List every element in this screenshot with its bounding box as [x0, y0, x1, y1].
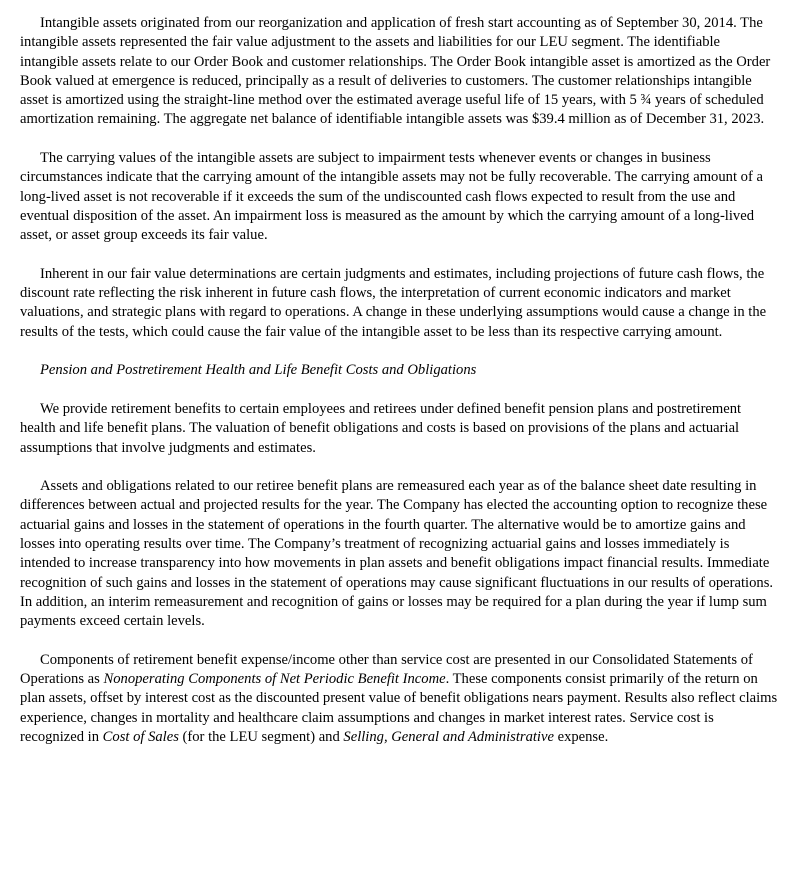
paragraph-fair-value-judgments: Inherent in our fair value determinations are certain judgments and estimates, including projections of future cash flows, the discount rate reflecting the risk inherent in future cash flows, the interpretation of current economic indicators and market valuations, and strategic plans with regard to operations. A change in these underlying assumptions would cause a change in the results of the tests, which could cause the fair value of the intangible asset to be less than its respective carrying amount. [20, 265, 767, 340]
text-run: expense. [553, 728, 609, 745]
section-heading-pension: Pension and Postretirement Health and Life Benefit Costs and Obligations [40, 362, 477, 379]
text-run: Components of retirement benefit expense/income other than service cost are presented in our Consolidated Statements of Operations as [20, 651, 753, 688]
italic-term-sga: Selling, General and Administrative [343, 728, 554, 745]
paragraph-intangible-assets: Intangible assets originated from our reorganization and application of fresh start accounting as of September 30, 2014. The intangible assets represented the fair value adjustment to the assets and liabilities for our LEU segment. The identifiable intangible assets relate to our Order Book and customer relationships. The Order Book intangible asset is amortized as the Order Book valued at emergence is reduced, principally as a result of deliveries to customers. The customer relationships intangible asset is amortized using the straight-line method over the estimated average useful life of 15 years, with 5 ¾ years of scheduled amortization remaining. The aggregate net balance of identifiable intangible assets was $39.4 million as of December 31, 2023. [20, 15, 771, 128]
document-body [20, 14, 780, 767]
paragraph-impairment-tests: The carrying values of the intangible assets are subject to impairment tests whenever events or changes in business circumstances indicate that the carrying amount of the intangible assets may not be fully recoverable. The carrying amount of a long-lived asset is not recoverable if it exceeds the sum of the undiscounted cash flows expected to result from the use and eventual disposition of the asset. An impairment loss is measured as the amount by which the carrying amount of a long-lived asset, or asset group exceeds its fair value. [20, 150, 763, 244]
text-run: (for the LEU segment) and [178, 728, 344, 745]
italic-term-cost-of-sales: Cost of Sales [102, 728, 179, 745]
paragraph-remeasurement: Assets and obligations related to our retiree benefit plans are remeasured each year as of the balance sheet date resulting in differences between actual and projected results for the year. The Company has elected the accounting option to recognize these actuarial gains and losses in the statement of operations in the fourth quarter. The alternative would be to amortize gains and losses into operating results over time. The Company’s treatment of recognizing actuarial gains and losses immediately is intended to increase transparency into how movements in plan assets and benefit obligations impact financial results. Immediate recognition of such gains and losses in the statement of operations may cause significant fluctuations in our results of operations. In addition, an interim remeasurement and recognition of gains or losses may be required for a plan during the year if lump sum payments exceed certain levels. [20, 478, 774, 630]
paragraph-retirement-benefits: We provide retirement benefits to certain employees and retirees under defined benefit pension plans and postretirement health and life benefit plans. The valuation of benefit obligations and costs is based on provisions of the plans and actuarial assumptions that involve judgments and estimates. [20, 400, 742, 456]
paragraph-benefit-expense-components [20, 651, 780, 747]
italic-term-nonoperating: Nonoperating Components of Net Periodic Benefit Income [103, 671, 446, 688]
text-run: . These components consist primarily of the return on plan assets, offset by interest cost as the discounted present value of benefit obligations nears payment. Results also reflect claims experience, changes in mortality and healthcare claim assumptions and changes in market interest rates. Service cost is recognized in [20, 671, 778, 745]
